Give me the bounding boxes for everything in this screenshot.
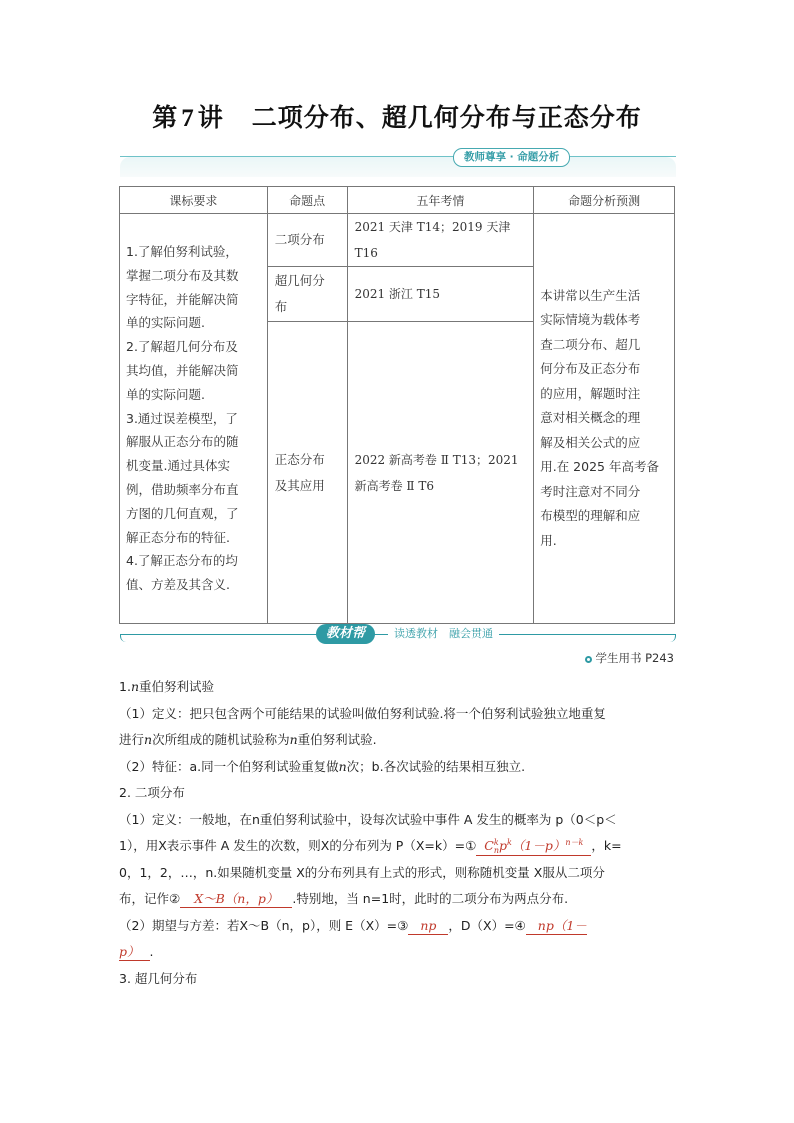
requirements-cell: 1.了解伯努利试验， 掌握二项分布及其数 字特征，并能解决简 单的实际问题. 2.了解超几何分布及 其均值，并能解决简 单的实际问题. 3.通过误差模型，了 解服从正态分布的随 机变量.通过具体实 例，借助频率分布直 方图的几何直观，了 解正态分布的特征. 4.了解正态分布的均 值、方差及其含义. — [120, 214, 268, 624]
page-title — [0, 98, 794, 134]
answer-3: np — [408, 917, 448, 935]
header-points: 命题点 — [267, 187, 347, 214]
answer-2: X～B（n，p） — [180, 890, 292, 908]
exam-normal: 2022 新高考卷 Ⅱ T13；2021 新高考卷 Ⅱ T6 — [347, 322, 534, 624]
textbook-subtitle: 读透教材 融会贯通 — [388, 624, 499, 644]
teacher-banner — [120, 148, 676, 178]
section-2-title: 2. 二项分布 — [119, 785, 185, 800]
circle-bullet-icon — [585, 656, 592, 663]
point-normal: 正态分布 及其应用 — [267, 322, 347, 624]
title-number: 7 — [181, 105, 195, 132]
analysis-table — [119, 186, 675, 624]
point-binomial: 二项分布 — [267, 214, 347, 267]
header-exams: 五年考情 — [347, 187, 534, 214]
section-1-features: （2）特征：a.同一个伯努利试验重复做n次；b.各次试验的结果相互独立. — [119, 758, 526, 774]
title-topic: 二项分布、超几何分布与正态分布 — [251, 103, 642, 132]
content-body: 1.n重伯努利试验 （1）定义：把只包含两个可能结果的试验叫做伯努利试验.将一个伯努利试验独立地重复 进行n次所组成的随机试验称为n重伯努利试验. （2）特征：a.同一个伯努利试验重复做n次；b.各次试验的结果相互独立. 2. 二项分布 （1）定义：一般地，在n重伯努利试验中，设每次试验中事件 A 发生的概率为 p（0＜p＜ 1），用X表示事件 A 发生的次数，则X的分布列为 P（X=k）=① C k n $p^k(1-p)^{n-k}$ ，k= 0，1，2，…，n.如果随机变量 X的分布列具有上式的形式，则称随机变量 X服从二项分 布，记作② X～B（n，p） .特别地，当 n=1时，此时的二项分布为两点分布. （2）期望与方差：若X～B（n，p），则 E（X）=③ np ，D（X）=④ np（1－ p） . 3. 超几何分布 — [119, 674, 675, 992]
section-2-expectation: （2）期望与方差：若X～B（n，p），则 E（X）=③ np ，D（X）=④ np（1－ — [119, 917, 587, 933]
prediction-cell: 本讲常以生产生活 实际情境为载体考 查二项分布、超几 何分布及正态分布 的应用，解题时注 意对相关概念的理 解及相关公式的应 用.在 2025 年高考备 考时注意对不同分 布模型的理解和应 用. — [534, 214, 675, 624]
exam-hypergeometric: 2021 浙江 T15 — [347, 267, 534, 322]
book-reference: 学生用书 P243 — [585, 650, 674, 666]
textbook-tag: 教材帮 — [316, 624, 375, 644]
exam-binomial: 2021 天津 T14；2019 天津 T16 — [347, 214, 534, 267]
section-3-title: 3. 超几何分布 — [119, 970, 198, 986]
section-1-title: 1.n重伯努利试验 — [119, 679, 215, 694]
teacher-banner-label: 教师尊享 · 命题分析 — [453, 148, 570, 167]
section-1-definition: （1）定义：把只包含两个可能结果的试验叫做伯努利试验.将一个伯努利试验独立地重复 — [119, 705, 606, 721]
section-2-definition: （1）定义：一般地，在n重伯努利试验中，设每次试验中事件 A 发生的概率为 p（0＜p＜ — [119, 811, 617, 827]
answer-4: np（1－ — [526, 917, 587, 935]
title-prefix: 第 — [152, 103, 179, 132]
answer-1: C k n $p^k(1-p)^{n-k}$ — [476, 834, 591, 856]
point-hypergeometric: 超几何分 布 — [267, 267, 347, 322]
title-suffix: 讲 — [197, 103, 224, 132]
header-prediction: 命题分析预测 — [534, 187, 675, 214]
header-requirements: 课标要求 — [120, 187, 268, 214]
textbook-banner — [120, 624, 676, 650]
table-header-row — [120, 187, 675, 214]
table-row — [120, 214, 675, 267]
